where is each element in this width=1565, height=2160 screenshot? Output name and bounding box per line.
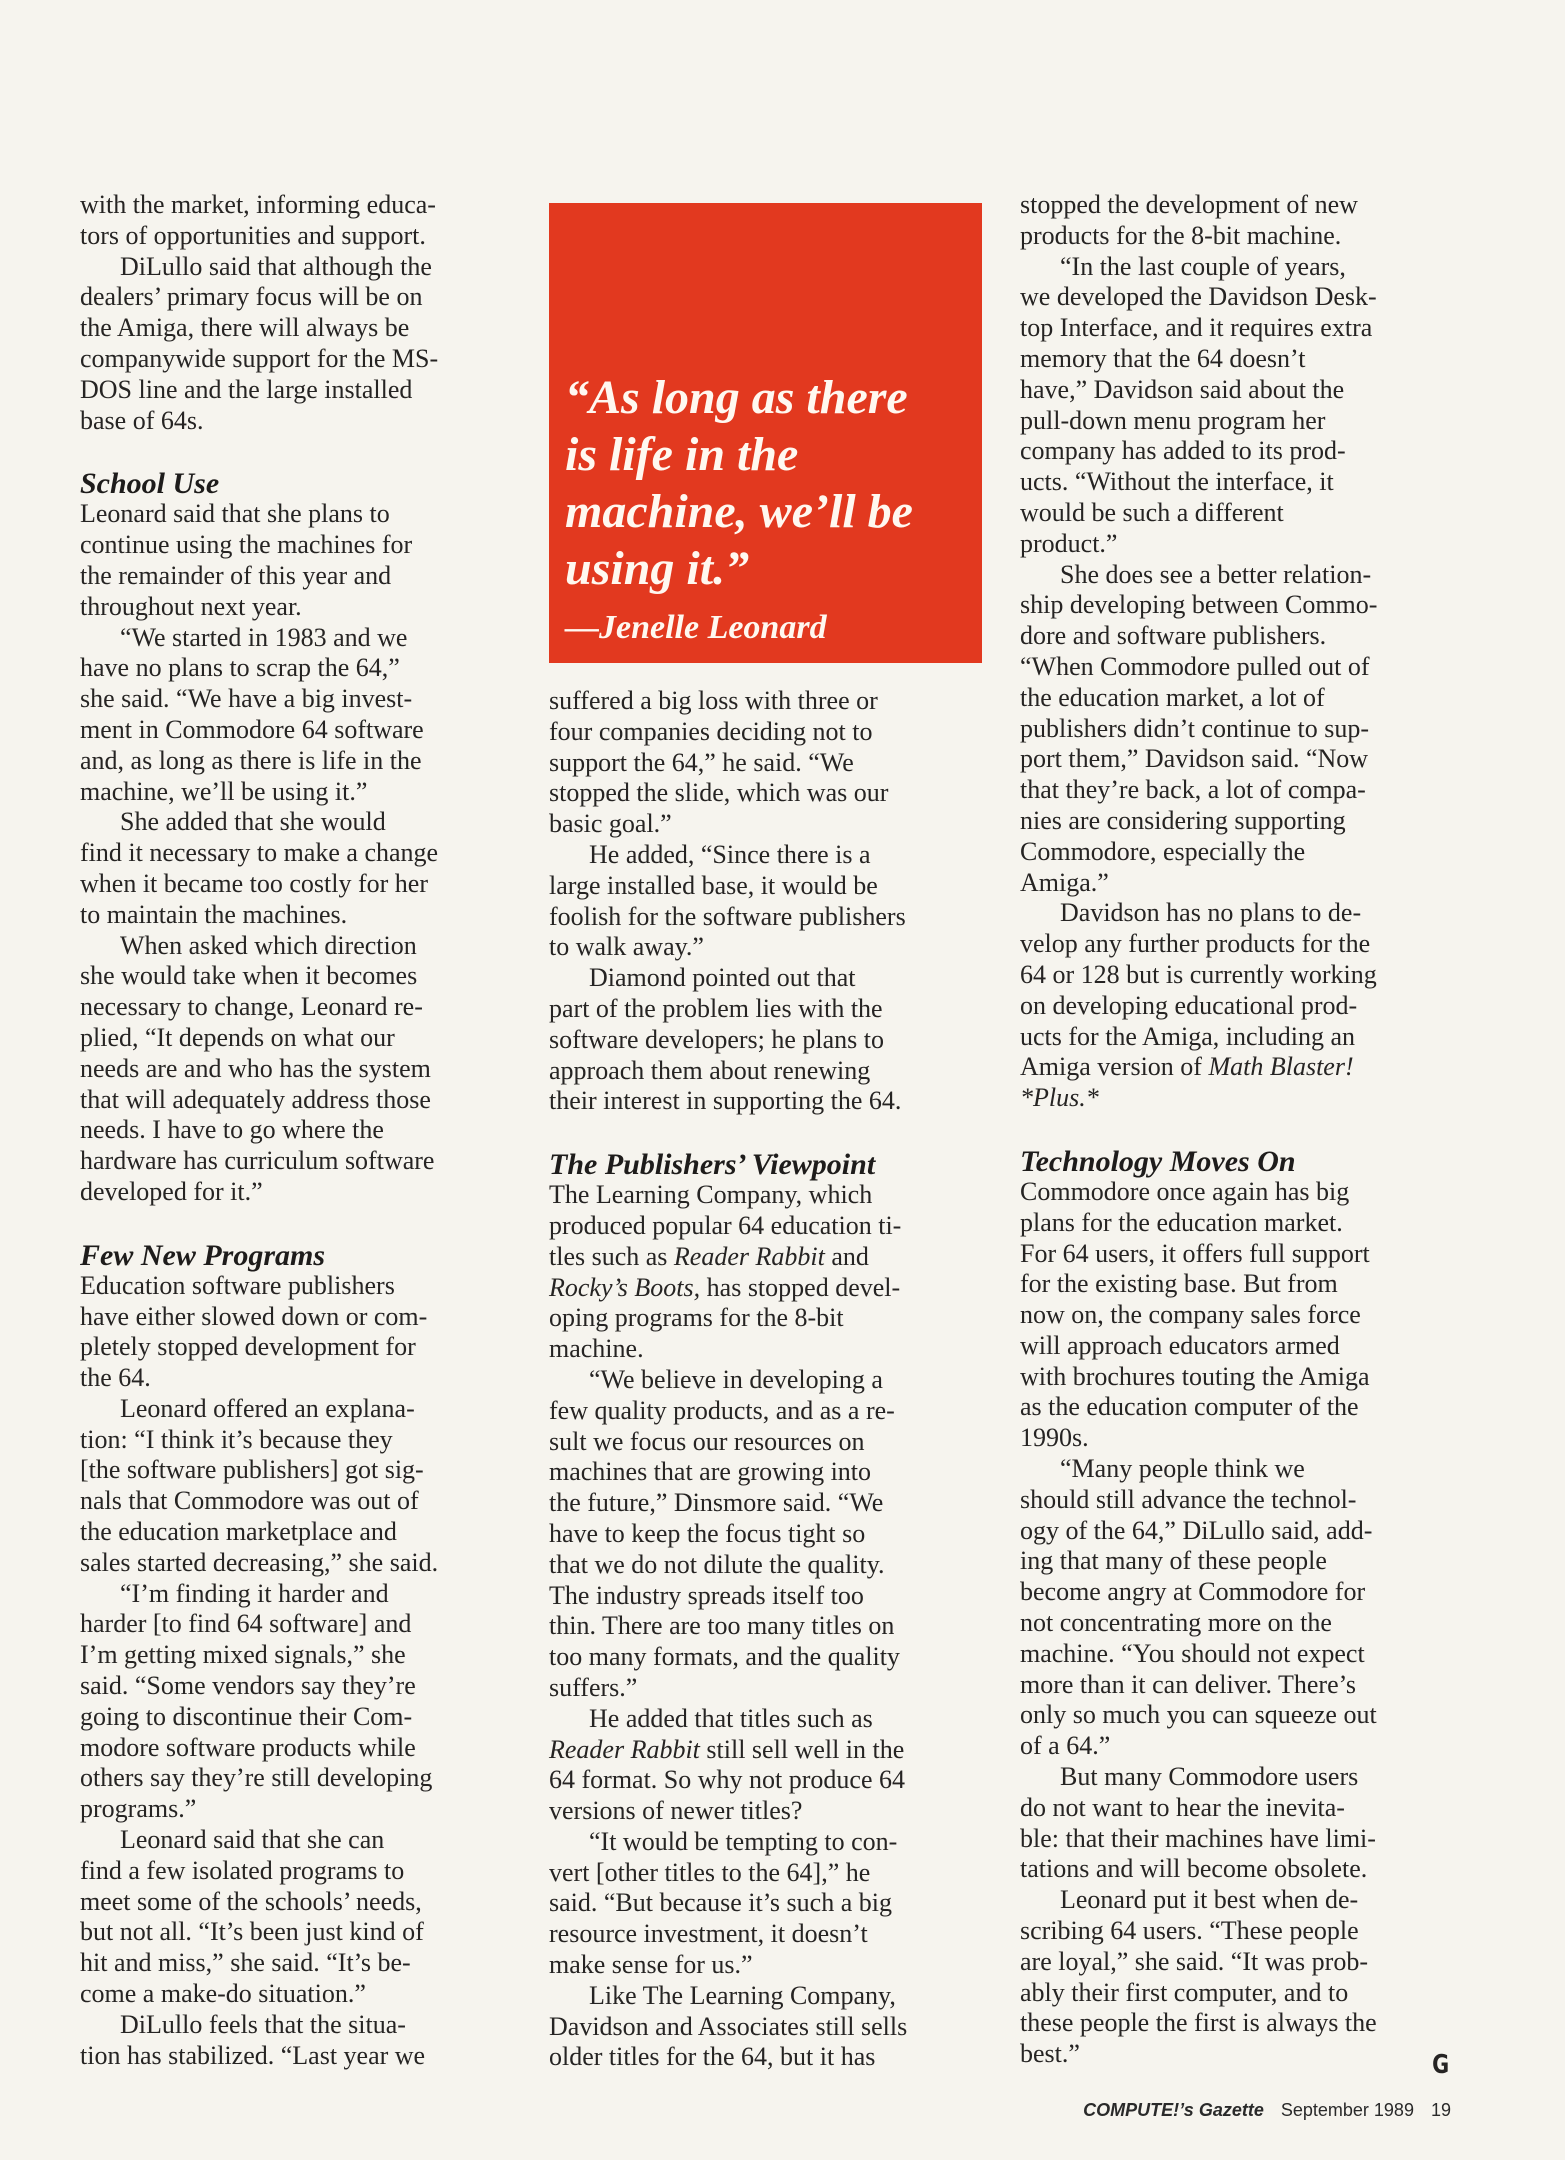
text-line: DOS line and the large installed: [80, 374, 413, 404]
pull-quote-text: [565, 369, 913, 597]
paragraph: [80, 807, 535, 930]
text-line: Leonard offered an explana-: [120, 1393, 415, 1423]
text-line: dealers’ primary focus will be on: [80, 282, 423, 312]
paragraph: [549, 1365, 1004, 1704]
text-line: DiLullo said that although the: [120, 251, 432, 281]
paragraph: [549, 686, 1004, 840]
text-line: the 64.: [80, 1363, 151, 1393]
paragraph: [80, 190, 535, 252]
text-line: machines that are growing into: [549, 1457, 872, 1487]
paragraph: [80, 1825, 535, 2010]
text-line: programs.”: [80, 1794, 197, 1824]
text-line: produced popular 64 education ti-: [549, 1210, 902, 1240]
text-line: to maintain the machines.: [80, 899, 348, 929]
text-line: nies are considering supporting: [1020, 805, 1346, 835]
text-line: will approach educators armed: [1020, 1330, 1340, 1360]
text-line: suffered a big loss with three or: [549, 686, 878, 715]
text-line: and, as long as there is life in the: [80, 745, 422, 775]
text-line: The industry spreads itself too: [549, 1580, 864, 1610]
text-line: memory that the 64 doesn’t: [1020, 343, 1306, 373]
text-line: approach them about renewing: [549, 1055, 871, 1085]
pull-quote-line: is life in the: [565, 428, 799, 481]
paragraph: [549, 1981, 1004, 2073]
footer-page-number: 19: [1430, 2100, 1451, 2120]
text-line: stopped the development of new: [1020, 190, 1358, 219]
text-line: When asked which direction: [120, 930, 417, 960]
text-line: part of the problem lies with the: [549, 993, 883, 1023]
text-line: said. “Some vendors say they’re: [80, 1671, 416, 1701]
text-line: top Interface, and it requires extra: [1020, 313, 1373, 343]
text-line: ogy of the 64,” DiLullo said, add-: [1020, 1515, 1373, 1545]
text-line: resource investment, it doesn’t: [549, 1919, 868, 1949]
text-line: Leonard put it best when de-: [1060, 1885, 1359, 1915]
text-line: too many formats, and the quality: [549, 1642, 900, 1672]
text-line: going to discontinue their Com-: [80, 1701, 413, 1731]
text-line: “We believe in developing a: [589, 1364, 883, 1394]
text-line: older titles for the 64, but it has: [549, 2042, 876, 2072]
text-line: when it became too costly for her: [80, 868, 428, 898]
text-line: continue using the machines for: [80, 530, 413, 560]
paragraph: [80, 2010, 535, 2072]
text-line: “It would be tempting to con-: [589, 1826, 898, 1856]
text-line: tations and will become obsolete.: [1020, 1854, 1368, 1884]
paragraph: [1020, 1762, 1475, 1885]
text-line: Amiga.”: [1020, 867, 1109, 897]
text-line: She does see a better relation-: [1060, 559, 1372, 589]
text-line: have either slowed down or com-: [80, 1301, 428, 1331]
text-line: Leonard said that she plans to: [80, 499, 390, 529]
text-line: are loyal,” she said. “It was prob-: [1020, 1946, 1368, 1976]
text-line: base of 64s.: [80, 405, 204, 435]
text-line: Education software publishers: [80, 1270, 395, 1300]
text-line: vert [other titles to the 64],” he: [549, 1857, 871, 1887]
text-line: She added that she would: [120, 807, 386, 837]
footer-publication: COMPUTE!’s Gazette: [1083, 2100, 1264, 2120]
text-line: their interest in supporting the 64.: [549, 1086, 902, 1116]
text-line: said. “But because it’s such a big: [549, 1888, 892, 1918]
text-line: tion: “I think it’s because they: [80, 1424, 393, 1454]
text-line: ble: that their machines have limi-: [1020, 1823, 1376, 1853]
pull-quote-line: machine, we’ll be: [565, 485, 913, 538]
text-line: versions of newer titles?: [549, 1796, 803, 1826]
text-line: Commodore once again has big: [1020, 1176, 1350, 1206]
text-line: Davidson and Associates still sells: [549, 2011, 908, 2041]
text-line: the education marketplace and: [80, 1517, 397, 1547]
text-line: of a 64.”: [1020, 1731, 1111, 1761]
paragraph: [549, 1827, 1004, 1981]
text-line: Like The Learning Company,: [589, 1980, 896, 2010]
text-line: become angry at Commodore for: [1020, 1577, 1366, 1607]
text-line: with brochures touting the Amiga: [1020, 1361, 1370, 1391]
text-line: have,” Davidson said about the: [1020, 374, 1345, 404]
paragraph: [1020, 1885, 1475, 2070]
text-line: oping programs for the 8-bit: [549, 1303, 844, 1333]
text-line: four companies deciding not to: [549, 716, 873, 746]
text-line: she would take when it becomes: [80, 961, 418, 991]
text-line: the future,” Dinsmore said. “We: [549, 1488, 884, 1518]
paragraph: [549, 963, 1004, 1117]
text-line: that they’re back, a lot of compa-: [1020, 775, 1366, 805]
text-line: ucts. “Without the interface, it: [1020, 467, 1334, 497]
section-heading: [80, 1240, 535, 1271]
text-line: products for the 8-bit machine.: [1020, 220, 1342, 250]
text-line: plied, “It depends on what our: [80, 1022, 395, 1052]
text-line: “We started in 1983 and we: [120, 622, 408, 652]
text-line: Reader Rabbit still sell well in the: [549, 1734, 905, 1764]
text-line: come a make-do situation.”: [80, 1979, 366, 2009]
section-heading: [1020, 1146, 1475, 1177]
paragraph: [80, 1271, 535, 1394]
text-line: now on, the company sales force: [1020, 1300, 1361, 1330]
pull-quote-box: [549, 203, 982, 663]
italic-title: Reader Rabbit: [549, 1734, 700, 1764]
text-line: companywide support for the MS-: [80, 343, 439, 373]
article-column-2: [549, 686, 1004, 2073]
paragraph: [80, 623, 535, 808]
text-line: The Publishers’ Viewpoint: [549, 1148, 876, 1182]
text-line: she said. “We have a big invest-: [80, 684, 413, 714]
text-line: support the 64,” he said. “We: [549, 747, 854, 777]
text-line: the remainder of this year and: [80, 560, 392, 590]
text-line: that will adequately address those: [80, 1084, 431, 1114]
text-line: find it necessary to make a change: [80, 838, 439, 868]
paragraph: [549, 840, 1004, 963]
text-line: as the education computer of the: [1020, 1392, 1359, 1422]
text-line: others say they’re still developing: [80, 1763, 433, 1793]
text-line: machine, we’ll be using it.”: [80, 776, 368, 806]
paragraph: [1020, 898, 1475, 1114]
paragraph: [80, 252, 535, 437]
text-line: Commodore, especially the: [1020, 836, 1306, 866]
text-line: that we do not dilute the quality.: [549, 1549, 885, 1579]
text-line: for the existing base. But from: [1020, 1269, 1338, 1299]
text-line: 64 format. So why not produce 64: [549, 1765, 906, 1795]
paragraph: [1020, 1454, 1475, 1762]
text-line: ship developing between Commo-: [1020, 590, 1378, 620]
text-line: *Plus.*: [1020, 1083, 1099, 1113]
text-line: tion has stabilized. “Last year we: [80, 2040, 426, 2070]
text-line: “In the last couple of years,: [1060, 251, 1346, 281]
text-line: “I’m finding it harder and: [120, 1578, 389, 1608]
text-line: But many Commodore users: [1060, 1762, 1359, 1792]
article-column-1: [80, 190, 535, 2071]
text-line: “Many people think we: [1060, 1454, 1305, 1484]
text-line: basic goal.”: [549, 809, 672, 839]
text-line: The Learning Company, which: [549, 1180, 873, 1210]
pull-quote-line: using it.”: [565, 542, 750, 595]
text-line: velop any further products for the: [1020, 929, 1371, 959]
text-line: meet some of the schools’ needs,: [80, 1886, 422, 1916]
article-column-3: [1020, 190, 1475, 2070]
text-line: do not want to hear the inevita-: [1020, 1792, 1345, 1822]
text-line: hardware has curriculum software: [80, 1146, 435, 1176]
paragraph: [80, 931, 535, 1208]
text-line: dore and software publishers.: [1020, 621, 1327, 651]
text-line: suffers.”: [549, 1672, 638, 1702]
text-line: 64 or 128 but is currently working: [1020, 959, 1377, 989]
text-line: throughout next year.: [80, 591, 302, 621]
text-line: Davidson has no plans to de-: [1060, 898, 1362, 928]
paragraph: [549, 1704, 1004, 1827]
text-line: on developing educational prod-: [1020, 990, 1358, 1020]
text-line: Diamond pointed out that: [589, 963, 856, 993]
text-line: find a few isolated programs to: [80, 1855, 405, 1885]
paragraph: [1020, 190, 1475, 252]
text-line: ably their first computer, and to: [1020, 1977, 1349, 2007]
text-line: Few New Programs: [80, 1238, 326, 1272]
text-line: stopped the slide, which was our: [549, 778, 889, 808]
text-line: School Use: [80, 467, 220, 501]
text-line: only so much you can squeeze out: [1020, 1700, 1377, 1730]
text-line: company has added to its prod-: [1020, 436, 1346, 466]
text-line: to walk away.”: [549, 932, 704, 962]
text-line: we developed the Davidson Desk-: [1020, 282, 1377, 312]
text-line: should still advance the technol-: [1020, 1484, 1357, 1514]
text-line: For 64 users, it offers full support: [1020, 1238, 1370, 1268]
text-line: harder [to find 64 software] and: [80, 1609, 412, 1639]
text-line: needs are and who has the system: [80, 1053, 431, 1083]
text-line: machine. “You should not expect: [1020, 1638, 1365, 1668]
pull-quote-line: “As long as there: [565, 371, 908, 424]
text-line: plans for the education market.: [1020, 1207, 1343, 1237]
text-line: have no plans to scrap the 64,”: [80, 653, 400, 683]
text-line: needs. I have to go where the: [80, 1115, 384, 1145]
text-line: [the software publishers] got sig-: [80, 1455, 424, 1485]
paragraph: [80, 1579, 535, 1825]
text-line: ment in Commodore 64 software: [80, 714, 424, 744]
text-line: make sense for us.”: [549, 1950, 753, 1980]
text-line: these people the first is always the: [1020, 2008, 1377, 2038]
text-line: Rocky’s Boots, has stopped devel-: [549, 1272, 901, 1302]
text-line: I’m getting mixed signals,” she: [80, 1640, 406, 1670]
paragraph: [80, 499, 535, 622]
text-line: Amiga version of Math Blaster!: [1020, 1052, 1354, 1082]
italic-title: Reader Rabbit: [673, 1241, 825, 1271]
text-line: the Amiga, there will always be: [80, 313, 410, 343]
text-line: hit and miss,” she said. “It’s be-: [80, 1948, 411, 1978]
italic-title: Rocky’s Boots,: [549, 1272, 701, 1302]
text-line: product.”: [1020, 528, 1118, 558]
text-line: He added, “Since there is a: [589, 839, 871, 869]
text-line: tors of opportunities and support.: [80, 220, 426, 250]
text-line: not concentrating more on the: [1020, 1608, 1332, 1638]
text-line: pletely stopped development for: [80, 1332, 416, 1362]
text-line: developed for it.”: [80, 1176, 263, 1206]
text-line: sales started decreasing,” she said.: [80, 1547, 439, 1577]
paragraph: [80, 1394, 535, 1579]
text-line: the education market, a lot of: [1020, 682, 1325, 712]
text-line: would be such a different: [1020, 497, 1284, 527]
text-line: Leonard said that she can: [120, 1825, 385, 1855]
footer-issue: September 1989: [1280, 2100, 1414, 2120]
pull-quote-attribution: —Jenelle Leonard: [565, 609, 827, 646]
text-line: but not all. “It’s been just kind of: [80, 1917, 424, 1947]
text-line: with the market, informing educa-: [80, 190, 436, 219]
text-line: publishers didn’t continue to sup-: [1020, 713, 1370, 743]
text-line: more than it can deliver. There’s: [1020, 1669, 1356, 1699]
text-line: 1990s.: [1020, 1423, 1089, 1453]
text-line: few quality products, and as a re-: [549, 1395, 895, 1425]
text-line: ucts for the Amiga, including an: [1020, 1021, 1356, 1051]
paragraph: [1020, 560, 1475, 899]
text-line: pull-down menu program her: [1020, 405, 1326, 435]
text-line: DiLullo feels that the situa-: [120, 2009, 406, 2039]
section-heading: [80, 468, 535, 499]
text-line: He added that titles such as: [589, 1703, 873, 1733]
text-line: machine.: [549, 1334, 644, 1364]
paragraph: [549, 1180, 1004, 1365]
paragraph: [1020, 252, 1475, 560]
text-line: nals that Commodore was out of: [80, 1486, 419, 1516]
text-line: software developers; he plans to: [549, 1024, 885, 1054]
text-line: thin. There are too many titles on: [549, 1611, 895, 1641]
gazette-end-mark-icon: G: [1432, 2050, 1450, 2080]
text-line: tles such as Reader Rabbit and: [549, 1241, 869, 1271]
text-line: modore software products while: [80, 1732, 416, 1762]
text-line: scribing 64 users. “These people: [1020, 1916, 1359, 1946]
text-line: foolish for the software publishers: [549, 901, 906, 931]
text-line: “When Commodore pulled out of: [1020, 651, 1370, 681]
text-line: have to keep the focus tight so: [549, 1518, 866, 1548]
text-line: large installed base, it would be: [549, 870, 878, 900]
text-line: necessary to change, Leonard re-: [80, 992, 423, 1022]
text-line: best.”: [1020, 2039, 1080, 2069]
text-line: sult we focus our resources on: [549, 1426, 865, 1456]
paragraph: [1020, 1177, 1475, 1454]
page-footer: [1071, 2100, 1451, 2121]
italic-title: Math Blaster!: [1208, 1052, 1354, 1082]
text-line: port them,” Davidson said. “Now: [1020, 744, 1369, 774]
text-line: Technology Moves On: [1020, 1144, 1296, 1178]
text-line: ing that many of these people: [1020, 1546, 1327, 1576]
section-heading: [549, 1149, 1004, 1180]
